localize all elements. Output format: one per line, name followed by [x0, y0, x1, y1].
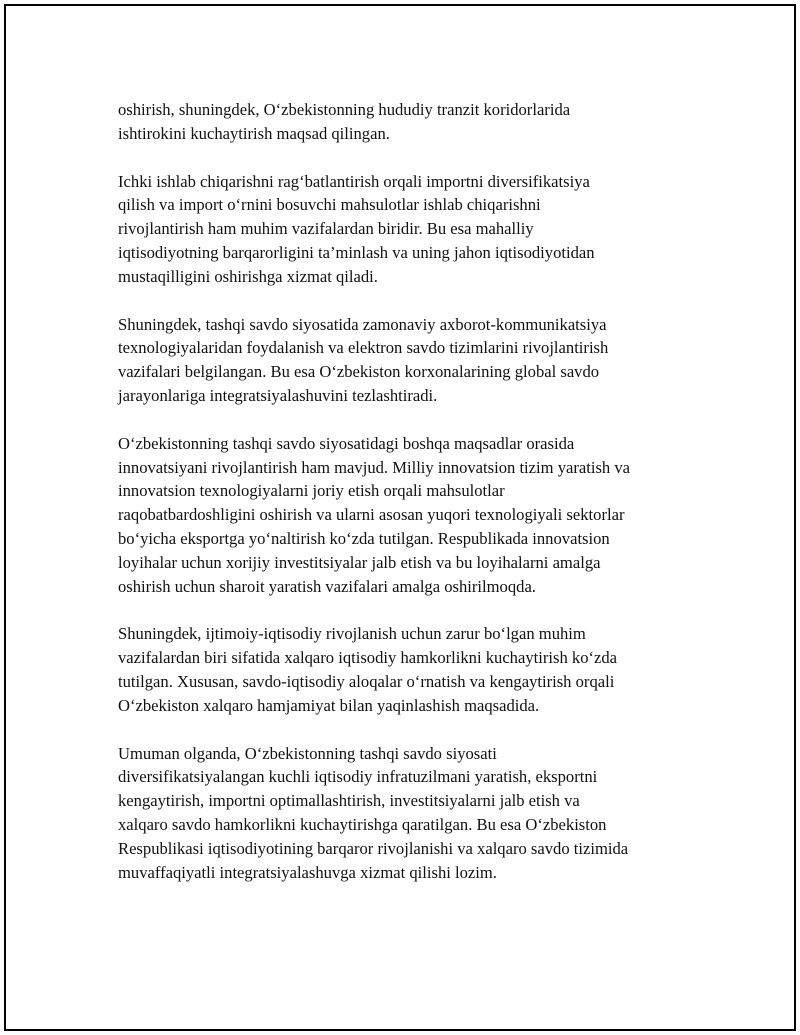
paragraph-2: Ichki ishlab chiqarishni rag‘batlantirish orqali importni diversifikatsiya qilish va import o‘rnini bosuvchi mahsulotlar ishlab chiqarishni rivojlantirish ham muhim vazifalardan biridir. Bu esa mahalliy iqtisodiyotning barqarorligini ta’minlash va uning jahon iqtisodiyotidan mustaqilligini oshirishga xizmat qiladi. [118, 171, 595, 286]
paragraph-6: Umuman olganda, O‘zbekistonning tashqi savdo siyosati diversifikatsiyalangan kuchli iqtisodiy infratuzilmani yaratish, eksportni kengaytirish, importni optimallashtirish, investitsiyalarni jalb etish va xalqaro savdo hamkorlikni kuchaytirishga qaratilgan. Bu esa O‘zbekiston Respublikasi iqtisodiyotining barqaror rivojlanishi va xalqaro savdo tizimida muvaffaqiyatli integratsiyalashuvga xizmat qilishi lozim. [118, 743, 629, 882]
paragraph-4: O‘zbekistonning tashqi savdo siyosatidagi boshqa maqsadlar orasida innovatsiyani rivojlantirish ham mavjud. Milliy innovatsion tizim yaratish va innovatsion texnologiyalarni joriy etish orqali mahsulotlar raqobatbardoshligini oshirish va ularni asosan yuqori texnologiyali sektorlar bo‘yicha eksportga yo‘naltirish ko‘zda tutilgan. Respublikada innovatsion loyihalar uchun xorijiy investitsiyalar jalb etish va bu loyihalarni amalga oshirish uchun sharoit yaratish vazifalari amalga oshirilmoqda. [118, 433, 631, 596]
page-frame [4, 4, 796, 1031]
paragraph-1: oshirish, shuningdek, O‘zbekistonning hududiy tranzit koridorlarida ishtirokini kuchaytirish maqsad qilingan. [118, 100, 571, 143]
document-body [118, 98, 708, 908]
paragraph-3: Shuningdek, tashqi savdo siyosatida zamonaviy axborot-kommunikatsiya texnologiyalaridan foydalanish va elektron savdo tizimlarini rivojlantirish vazifalari belgilangan. Bu esa O‘zbekiston korxonalarining global savdo jarayonlariga integratsiyalashuvini tezlashtiradi. [118, 314, 609, 405]
paragraph-5: Shuningdek, ijtimoiy-iqtisodiy rivojlanish uchun zarur bo‘lgan muhim vazifalardan biri sifatida xalqaro iqtisodiy hamkorlikni kuchaytirish ko‘zda tutilgan. Xususan, savdo-iqtisodiy aloqalar o‘rnatish va kengaytirish orqali O‘zbekiston xalqaro hamjamiyat bilan yaqinlashish maqsadida. [118, 624, 618, 715]
